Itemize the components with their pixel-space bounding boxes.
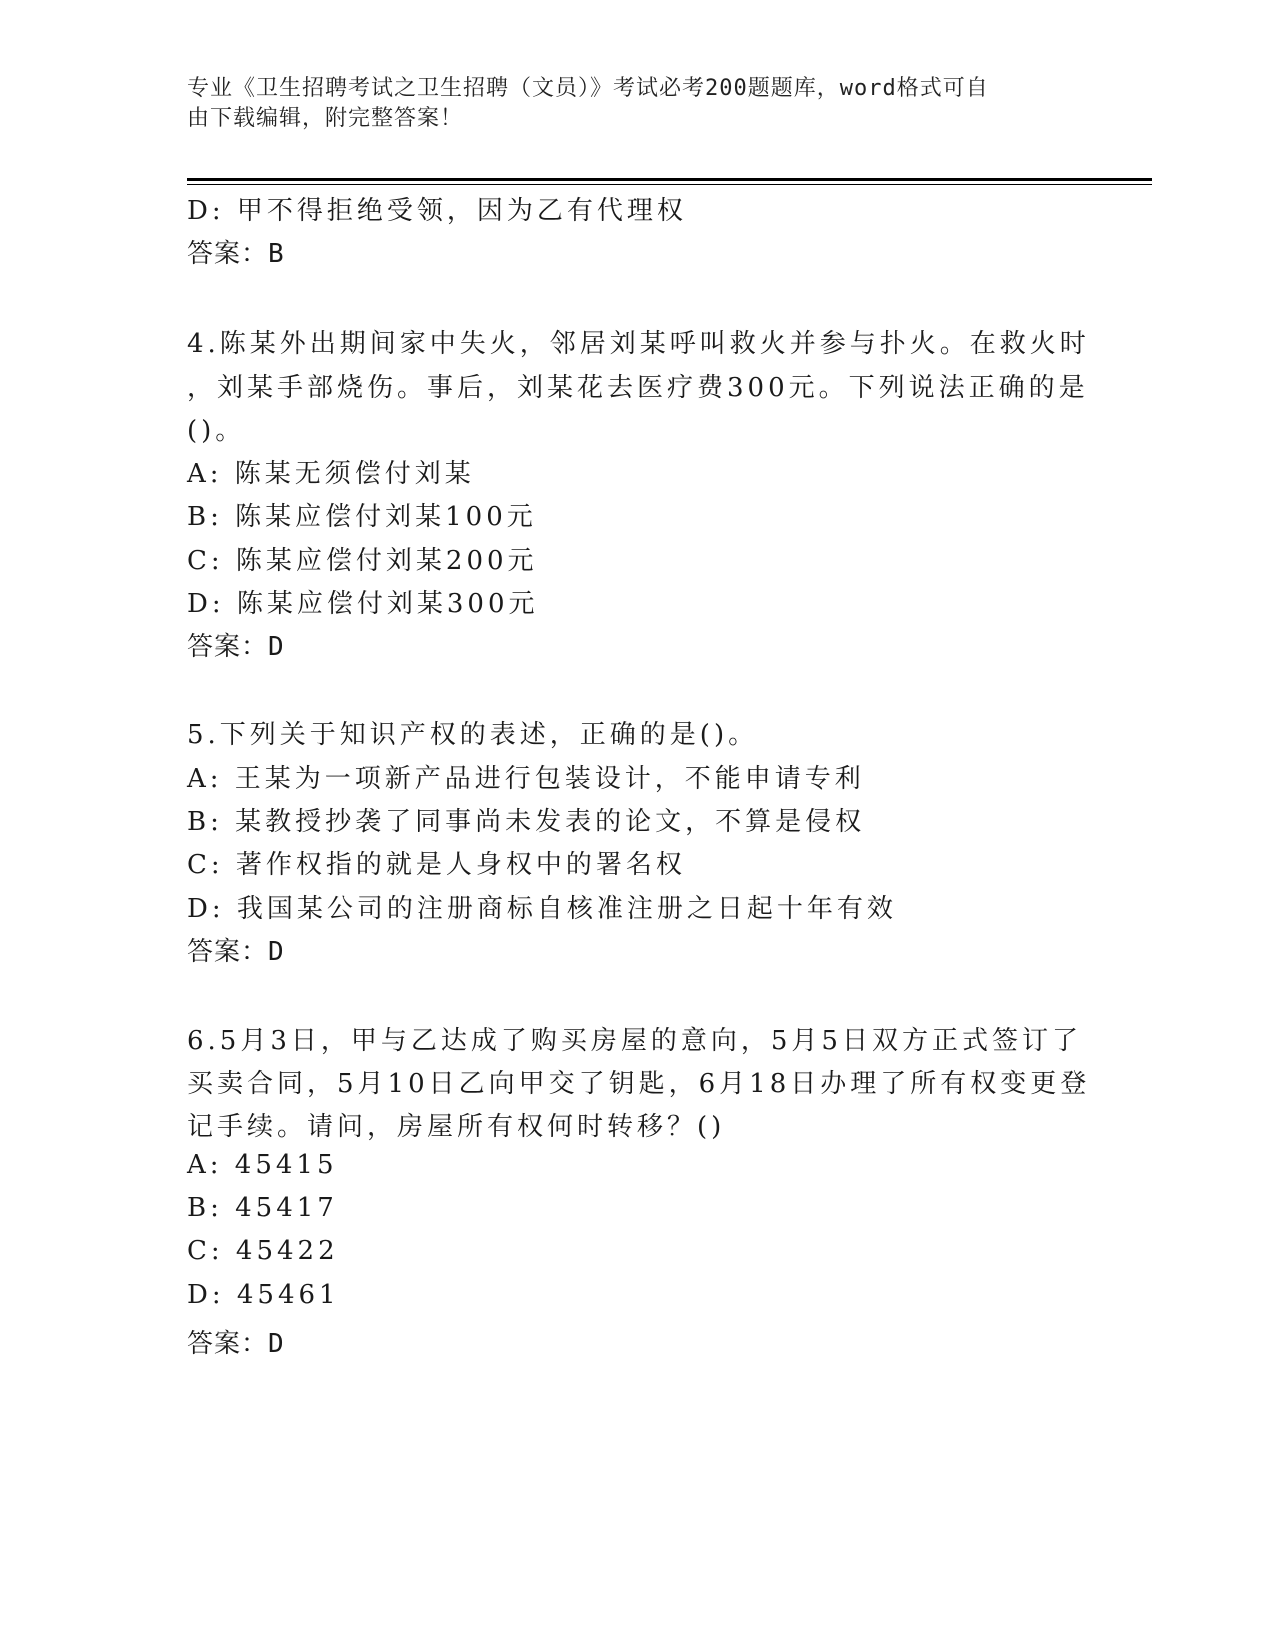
q4-stem-line-2: ，刘某手部烧伤。事后，刘某花去医疗费300元。下列说法正确的是 [187,373,1089,403]
q5-option-a: A: 王某为一项新产品进行包装设计，不能申请专利 [187,764,865,794]
q4-option-c: C: 陈某应偿付刘某200元 [187,546,538,576]
q6-stem-line-1: 6.5月3日，甲与乙达成了购买房屋的意向，5月5日双方正式签订了 [187,1026,1082,1056]
q5-option-c: C: 著作权指的就是人身权中的署名权 [187,850,686,880]
q6-stem-line-3: 记手续。请问，房屋所有权何时转移？() [187,1112,726,1142]
q6-option-a: A: 45415 [187,1150,338,1180]
document-header [187,74,1067,134]
q6-answer: 答案：D [187,1329,285,1359]
q4-option-a: A: 陈某无须偿付刘某 [187,459,475,489]
q5-answer: 答案：D [187,937,285,967]
q5-option-b: B: 某教授抄袭了同事尚未发表的论文，不算是侵权 [187,807,866,837]
q6-option-d: D: 45461 [187,1280,340,1310]
q6-option-b: B: 45417 [187,1193,338,1223]
q4-option-d: D: 陈某应偿付刘某300元 [187,589,539,619]
q4-stem-line-1: 4.陈某外出期间家中失火，邻居刘某呼叫救火并参与扑火。在救火时 [187,329,1090,359]
q5-option-d: D: 我国某公司的注册商标自核准注册之日起十年有效 [187,894,897,924]
header-line-2: 由下载编辑，附完整答案！ [187,106,464,131]
q5-stem-line-1: 5.下列关于知识产权的表述，正确的是()。 [187,720,759,750]
q6-stem-line-2: 买卖合同，5月10日乙向甲交了钥匙，6月18日办理了所有权变更登 [187,1069,1091,1099]
q4-answer: 答案：D [187,632,285,662]
q3-option-d: D: 甲不得拒绝受领，因为乙有代理权 [187,196,687,226]
header-rule-thick [187,178,1152,181]
q6-option-c: C: 45422 [187,1236,339,1266]
header-rule-thin [187,184,1152,185]
q4-option-b: B: 陈某应偿付刘某100元 [187,502,537,532]
q3-answer: 答案：B [187,239,285,269]
header-line-1: 专业《卫生招聘考试之卫生招聘（文员）》考试必考200题题库，word格式可自 [187,76,989,101]
q4-stem-line-3: ()。 [187,416,246,446]
